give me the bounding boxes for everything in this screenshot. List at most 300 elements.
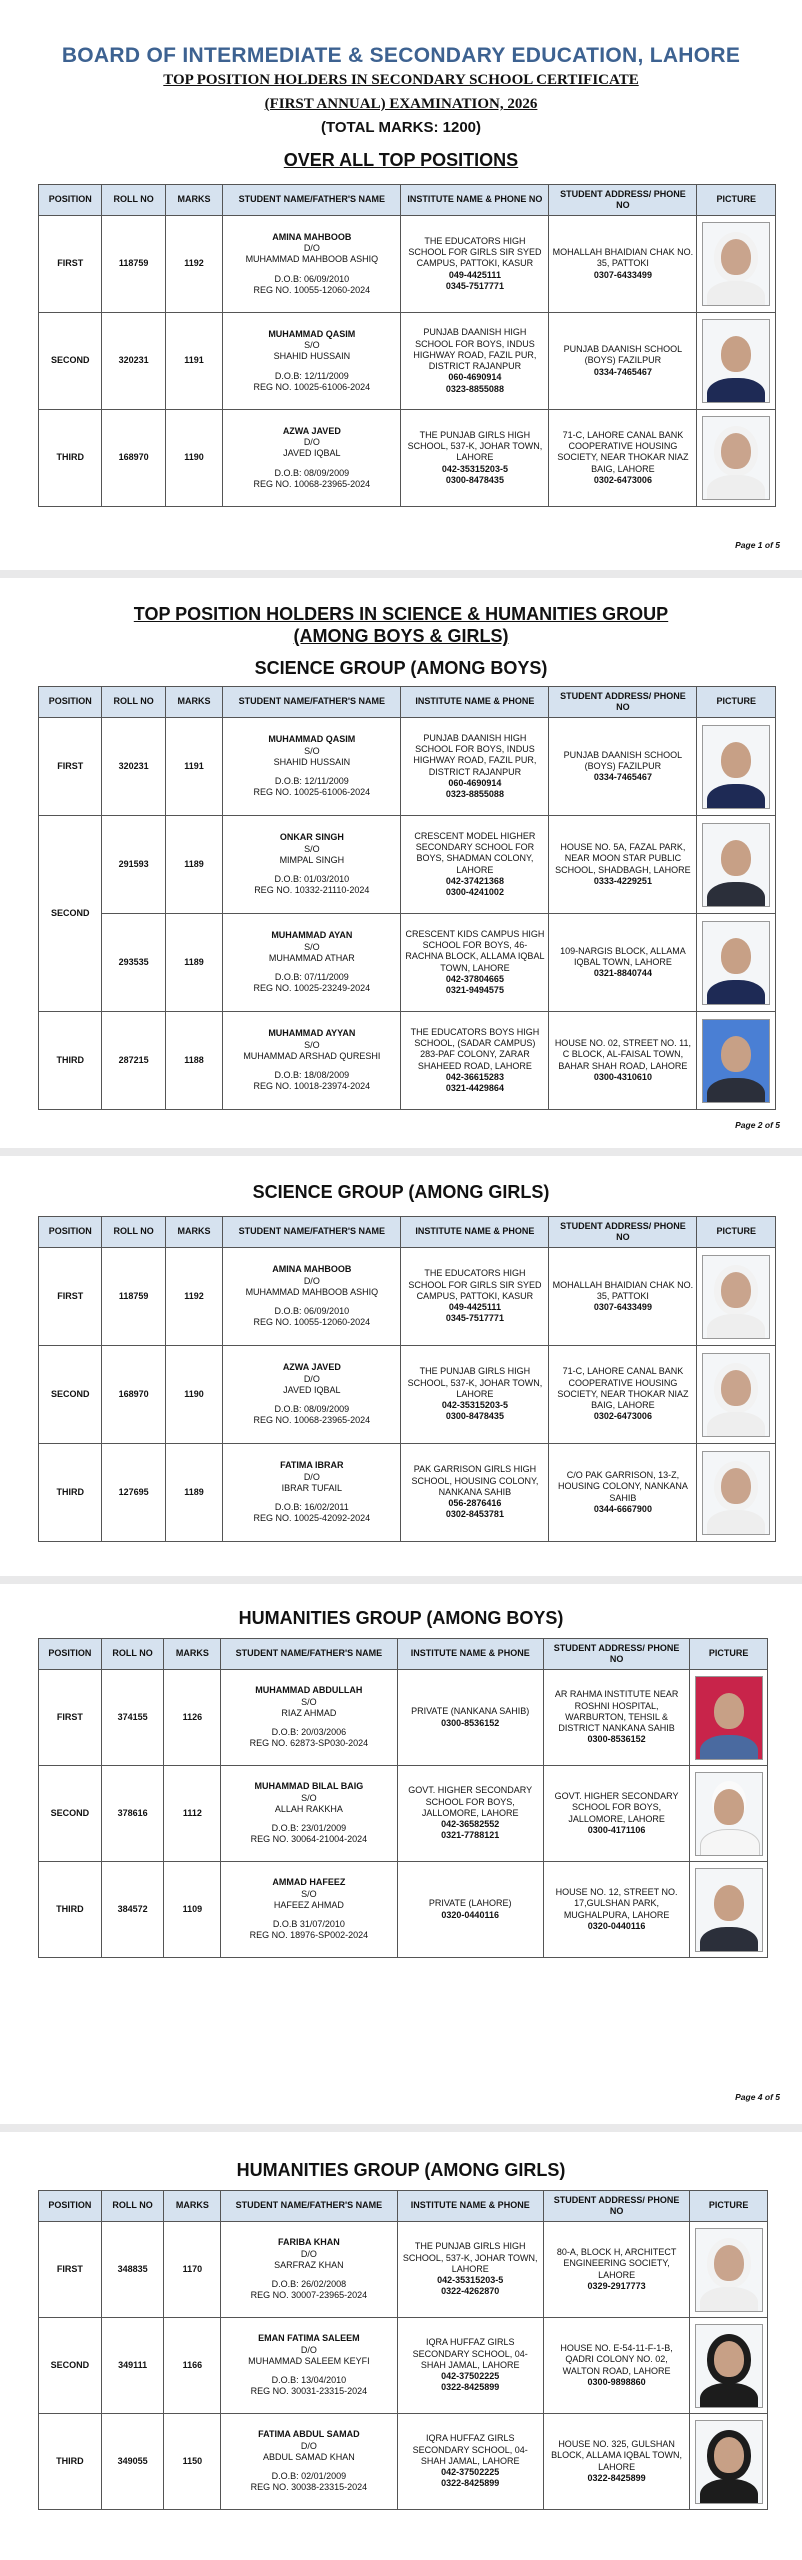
roll-header: ROLL NO: [101, 1639, 164, 1670]
table-row: [39, 1670, 768, 1766]
address-header: STUDENT ADDRESS/ PHONE NO: [549, 687, 697, 718]
position-cell: THIRD: [39, 1444, 102, 1542]
institute-phone: 0300-8536152: [441, 1717, 500, 1728]
roll-header: ROLL NO: [102, 185, 165, 216]
page-2: [0, 578, 802, 1148]
relation: S/O: [304, 340, 320, 351]
photo-head: [721, 840, 751, 876]
institute-name: THE EDUCATORS HIGH SCHOOL FOR GIRLS SIR SYED CAMPUS, PATTOKI, KASUR: [408, 235, 542, 269]
table-row: [39, 718, 776, 816]
date-of-birth: D.O.B: 08/09/2009: [274, 467, 350, 478]
photo-head: [721, 1468, 751, 1504]
student-phone: 0302-6473006: [593, 474, 652, 485]
position-cell: FIRST: [39, 718, 102, 816]
position-cell: FIRST: [39, 1248, 102, 1346]
student-address: PUNJAB DAANISH SCHOOL (BOYS) FAZILPUR: [563, 344, 683, 366]
student-address: 109-NARGIS BLOCK, ALLAMA IQBAL TOWN, LAHORE: [560, 945, 686, 967]
institute-cell: [401, 1012, 549, 1110]
roll-number: 320231: [102, 718, 165, 816]
address-header: STUDENT ADDRESS/ PHONE NO: [549, 1217, 697, 1248]
institute-cell: [397, 2414, 543, 2510]
student-address: 80-A, BLOCK H, ARCHITECT ENGINEERING SOCIETY, LAHORE: [556, 2247, 677, 2280]
roll-number: 349111: [101, 2318, 164, 2414]
table-row: [39, 410, 776, 507]
results-table: [38, 686, 776, 1110]
student-photo: [695, 1868, 763, 1952]
name-header: STUDENT NAME/FATHER'S NAME: [223, 687, 401, 718]
picture-cell: [697, 1248, 776, 1346]
student-photo: [695, 2420, 763, 2504]
photo-head: [714, 1885, 744, 1921]
institute-phone: 042-37502225: [441, 2467, 500, 2478]
student-photo: [702, 1353, 770, 1437]
institute-name: GOVT. HIGHER SECONDARY SCHOOL FOR BOYS, JALLOMORE, LAHORE: [408, 1785, 533, 1818]
date-of-birth: D.O.B: 12/11/2009: [274, 370, 349, 381]
institute-header: INSTITUTE NAME & PHONE: [401, 1217, 549, 1248]
page-5: [0, 2132, 802, 2560]
student-cell: [221, 2318, 397, 2414]
date-of-birth: D.O.B: 16/02/2011: [274, 1502, 349, 1513]
spacer: [226, 866, 397, 874]
section-heading: HUMANITIES GROUP (AMONG BOYS): [238, 1608, 564, 1628]
student-cell: [221, 1766, 397, 1862]
photo-body: [707, 1510, 765, 1535]
marks-header: MARKS: [164, 1639, 221, 1670]
father-name: SHAHID HUSSAIN: [273, 351, 351, 362]
photo-body: [700, 1927, 758, 1952]
position-cell: SECOND: [39, 816, 102, 1012]
photo-body: [707, 1078, 765, 1103]
relation: D/O: [303, 1373, 320, 1384]
picture-cell: [690, 1766, 768, 1862]
picture-cell: [697, 313, 776, 410]
registration-number: REG NO. 30038-23315-2024: [250, 2482, 368, 2493]
roll-header: ROLL NO: [102, 687, 165, 718]
relation: D/O: [303, 1275, 320, 1286]
roll-header: ROLL NO: [102, 1217, 165, 1248]
student-phone: 0300-9898860: [587, 2376, 646, 2387]
table-header-row: [39, 185, 776, 216]
father-name: SARFRAZ KHAN: [274, 2259, 344, 2270]
student-cell: [221, 1862, 397, 1958]
institute-cell: [401, 410, 549, 507]
spacer: [226, 266, 397, 274]
table-header-row: [39, 2191, 768, 2222]
student-name: AMMAD HAFEEZ: [272, 1877, 346, 1888]
student-name: AMINA MAHBOOB: [272, 1264, 352, 1275]
photo-body: [700, 1735, 758, 1760]
results-table: [38, 184, 776, 507]
relation: S/O: [301, 1888, 317, 1899]
roll-number: 378616: [101, 1766, 164, 1862]
spacer: [224, 2271, 393, 2279]
spacer: [226, 1062, 397, 1070]
student-photo: [702, 1451, 770, 1535]
table-row: [39, 1862, 768, 1958]
student-name: FARIBA KHAN: [278, 2237, 340, 2248]
institute-phone: 060-4690914: [448, 372, 502, 383]
student-address: HOUSE NO. 5A, FAZAL PARK, NEAR MOON STAR PUBLIC SCHOOL, SHADBAGH, LAHORE: [555, 842, 691, 875]
photo-head: [714, 2437, 744, 2473]
father-name: ALLAH RAKKHA: [274, 1803, 343, 1814]
relation: D/O: [300, 2248, 317, 2259]
picture-cell: [690, 2222, 768, 2318]
institute-phone: 042-37804665: [445, 973, 504, 984]
relation: S/O: [304, 941, 320, 952]
student-photo: [702, 921, 770, 1005]
roll-number: 287215: [102, 1012, 165, 1110]
total-marks: (TOTAL MARKS: 1200): [320, 119, 482, 136]
photo-body: [700, 2383, 758, 2408]
student-cell: [223, 914, 401, 1012]
position-cell: THIRD: [39, 2414, 102, 2510]
student-name: FATIMA IBRAR: [280, 1460, 344, 1471]
spacer: [224, 1911, 393, 1919]
student-cell: [223, 313, 401, 410]
address-cell: [549, 1012, 697, 1110]
institute-mobile: 0345-7517771: [445, 280, 504, 291]
address-cell: [549, 718, 697, 816]
student-address: HOUSE NO. 02, STREET NO. 11, C BLOCK, AL-FAISAL TOWN, BAHAR SHAH ROAD, LAHORE: [554, 1038, 692, 1071]
registration-number: REG NO. 10025-61006-2024: [253, 787, 371, 798]
name-header: STUDENT NAME/FATHER'S NAME: [223, 1217, 401, 1248]
father-name: IBRAR TUFAIL: [281, 1482, 342, 1493]
father-name: RIAZ AHMAD: [281, 1707, 337, 1718]
name-header: STUDENT NAME/FATHER'S NAME: [223, 185, 401, 216]
date-of-birth: D.O.B 31/07/2010: [272, 1919, 345, 1930]
board-title: BOARD OF INTERMEDIATE & SECONDARY EDUCATION, LAHORE: [61, 44, 741, 67]
relation: S/O: [301, 1792, 317, 1803]
address-cell: [543, 2414, 689, 2510]
student-address: HOUSE NO. 325, GULSHAN BLOCK, ALLAMA IQBAL TOWN, LAHORE: [551, 2439, 683, 2472]
photo-body: [707, 882, 765, 907]
position-header: POSITION: [39, 185, 102, 216]
father-name: MUHAMMAD MAHBOOB ASHIQ: [245, 1286, 379, 1297]
date-of-birth: D.O.B: 06/09/2010: [274, 273, 350, 284]
picture-cell: [690, 2318, 768, 2414]
report-title: TOP POSITION HOLDERS IN SECONDARY SCHOOL CERTIFICATE: [163, 72, 639, 88]
institute-mobile: 0321-9494575: [445, 985, 504, 995]
picture-cell: [697, 1012, 776, 1110]
institute-mobile: 0321-7788121: [441, 1830, 500, 1841]
roll-number: 348835: [101, 2222, 164, 2318]
photo-body: [707, 378, 765, 403]
student-cell: [221, 2414, 397, 2510]
registration-number: REG NO. 10025-61006-2024: [253, 381, 371, 392]
photo-body: [707, 1412, 765, 1437]
spacer: [226, 1494, 397, 1502]
institute-name: PUNJAB DAANISH HIGH SCHOOL FOR BOYS, INDUS HIGHWAY ROAD, FAZIL PUR, DISTRICT RAJANPUR: [413, 327, 537, 371]
spacer: [224, 2463, 393, 2471]
institute-phone: 042-35315203-5: [441, 463, 508, 474]
address-header: STUDENT ADDRESS/ PHONE NO: [549, 185, 697, 216]
marks-cell: 1150: [164, 2414, 221, 2510]
photo-head: [721, 433, 751, 469]
table-row: [39, 1248, 776, 1346]
student-name: MUHAMMAD QASIM: [268, 734, 356, 745]
relation: S/O: [304, 1039, 320, 1050]
roll-header: ROLL NO: [101, 2191, 164, 2222]
position-cell: THIRD: [39, 410, 102, 507]
roll-number: 349055: [101, 2414, 164, 2510]
father-name: MUHAMMAD SALEEM KEYFI: [248, 2355, 370, 2366]
spacer: [226, 768, 397, 776]
father-name: MUHAMMAD ARSHAD QURESHI: [243, 1050, 381, 1061]
registration-number: REG NO. 10055-12060-2024: [253, 284, 371, 295]
page-number: Page 1 of 5: [735, 540, 780, 550]
student-cell: [223, 1248, 401, 1346]
table-row: [39, 1012, 776, 1110]
address-cell: [549, 816, 697, 914]
institute-phone: 049-4425111: [448, 269, 501, 280]
address-header: STUDENT ADDRESS/ PHONE NO: [543, 1639, 689, 1670]
institute-mobile: 0300-8478435: [445, 1411, 504, 1422]
relation: D/O: [300, 2440, 317, 2451]
photo-head: [721, 1036, 751, 1072]
roll-number: 291593: [102, 816, 165, 914]
table-row: [39, 1766, 768, 1862]
spacer: [226, 964, 397, 972]
picture-cell: [697, 816, 776, 914]
institute-name: THE PUNJAB GIRLS HIGH SCHOOL, 537-K, JOHAR TOWN, LAHORE: [407, 429, 543, 463]
photo-body: [707, 475, 765, 500]
father-name: JAVED IQBAL: [283, 448, 341, 459]
table-row: [39, 313, 776, 410]
student-cell: [221, 1670, 397, 1766]
spacer: [224, 2367, 393, 2375]
student-name: MUHAMMAD AYYAN: [268, 1028, 356, 1039]
institute-cell: [401, 1248, 549, 1346]
student-photo: [695, 2228, 763, 2312]
institute-cell: [397, 2222, 543, 2318]
table-header-row: [39, 1639, 768, 1670]
institute-name: IQRA HUFFAZ GIRLS SECONDARY SCHOOL, 04-SHAH JAMAL, LAHORE: [412, 2337, 528, 2370]
name-header: STUDENT NAME/FATHER'S NAME: [221, 2191, 397, 2222]
position-cell: FIRST: [39, 216, 102, 313]
father-name: SHAHID HUSSAIN: [273, 756, 351, 767]
student-phone: 0302-6473006: [593, 1411, 652, 1422]
institute-name: THE EDUCATORS BOYS HIGH SCHOOL, (SADAR CAMPUS) 283-PAF COLONY, ZARAR SHAHEED ROAD, LAHORE: [410, 1026, 540, 1071]
father-name: MIMPAL SINGH: [279, 854, 345, 865]
exam-title: (FIRST ANNUAL) EXAMINATION, 2026: [264, 96, 538, 112]
group-subheading: (AMONG BOYS & GIRLS): [293, 626, 509, 646]
institute-name: IQRA HUFFAZ GIRLS SECONDARY SCHOOL, 04-SHAH JAMAL, LAHORE: [412, 2433, 528, 2466]
institute-name: PAK GARRISON GIRLS HIGH SCHOOL, HOUSING COLONY, NANKANA SAHIB: [411, 1464, 539, 1497]
student-cell: [223, 216, 401, 313]
position-cell: THIRD: [39, 1862, 102, 1958]
photo-head: [721, 336, 751, 372]
page-number: Page 2 of 5: [735, 1120, 780, 1130]
student-cell: [221, 2222, 397, 2318]
student-phone: 0344-6667900: [593, 1503, 652, 1514]
student-phone: 0321-8840744: [593, 968, 652, 979]
institute-phone: 060-4690914: [448, 777, 502, 788]
student-address: HOUSE NO. 12, STREET NO. 17,GULSHAN PARK, MUGHALPURA, LAHORE: [555, 1887, 678, 1920]
table-header-row: [39, 687, 776, 718]
marks-header: MARKS: [165, 1217, 222, 1248]
roll-number: 384572: [101, 1862, 164, 1958]
table-row: [39, 1444, 776, 1542]
student-name: AZWA JAVED: [282, 425, 341, 436]
section-heading: SCIENCE GROUP (AMONG BOYS): [254, 658, 548, 678]
address-header: STUDENT ADDRESS/ PHONE NO: [543, 2191, 689, 2222]
picture-cell: [690, 1670, 768, 1766]
marks-cell: 1189: [165, 816, 222, 914]
institute-header: INSTITUTE NAME & PHONE: [397, 2191, 543, 2222]
photo-head: [721, 938, 751, 974]
marks-cell: 1192: [165, 216, 222, 313]
institute-name: THE EDUCATORS HIGH SCHOOL FOR GIRLS SIR SYED CAMPUS, PATTOKI, KASUR: [408, 1268, 542, 1301]
picture-cell: [697, 216, 776, 313]
student-address: 71-C, LAHORE CANAL BANK COOPERATIVE HOUSING SOCIETY, NEAR THOKAR NIAZ BAIG, LAHORE: [557, 1366, 689, 1411]
marks-cell: 1166: [164, 2318, 221, 2414]
father-name: MUHAMMAD MAHBOOB ASHIQ: [245, 254, 379, 265]
position-cell: SECOND: [39, 1766, 102, 1862]
institute-header: INSTITUTE NAME & PHONE: [401, 687, 549, 718]
institute-phone: 0320-0440116: [441, 1909, 499, 1920]
student-photo: [702, 319, 770, 403]
registration-number: REG NO. 10055-12060-2024: [253, 1317, 371, 1328]
relation: S/O: [301, 1696, 317, 1707]
relation: D/O: [300, 2344, 317, 2355]
table-row: [39, 2414, 768, 2510]
registration-number: REG NO. 10025-23249-2024: [253, 983, 371, 994]
position-header: POSITION: [39, 687, 102, 718]
institute-cell: [401, 1444, 549, 1542]
date-of-birth: D.O.B: 12/11/2009: [274, 776, 349, 787]
registration-number: REG NO. 10025-42092-2024: [253, 1513, 371, 1524]
address-cell: [549, 914, 697, 1012]
institute-phone: 049-4425111: [448, 1302, 501, 1313]
student-photo: [702, 823, 770, 907]
student-name: AMINA MAHBOOB: [272, 231, 352, 242]
marks-cell: 1191: [165, 718, 222, 816]
page-number: Page 4 of 5: [735, 2092, 780, 2102]
marks-header: MARKS: [165, 687, 222, 718]
student-photo: [702, 1255, 770, 1339]
institute-phone: 042-36615283: [445, 1071, 504, 1082]
student-phone: 0307-6433499: [593, 1302, 652, 1313]
student-cell: [223, 410, 401, 507]
father-name: HAFEEZ AHMAD: [273, 1899, 344, 1910]
student-photo: [702, 1019, 770, 1103]
marks-cell: 1191: [165, 313, 222, 410]
student-phone: 0300-8536152: [587, 1734, 646, 1745]
roll-number: 320231: [102, 313, 165, 410]
position-header: POSITION: [39, 2191, 102, 2222]
date-of-birth: D.O.B: 18/08/2009: [274, 1070, 350, 1081]
picture-header: PICTURE: [697, 1217, 776, 1248]
roll-number: 168970: [102, 1346, 165, 1444]
roll-number: 127695: [102, 1444, 165, 1542]
student-phone: 0333-4229251: [593, 875, 652, 886]
student-cell: [223, 816, 401, 914]
results-table: [38, 2190, 768, 2510]
photo-head: [714, 2245, 744, 2281]
institute-name: THE PUNJAB GIRLS HIGH SCHOOL, 537-K, JOHAR TOWN, LAHORE: [402, 2241, 538, 2274]
section-heading: SCIENCE GROUP (AMONG GIRLS): [252, 1182, 550, 1202]
relation: D/O: [303, 437, 320, 448]
roll-number: 168970: [102, 410, 165, 507]
position-cell: SECOND: [39, 2318, 102, 2414]
institute-cell: [397, 1766, 543, 1862]
institute-cell: [401, 914, 549, 1012]
spacer: [226, 1396, 397, 1404]
table-row: [39, 1346, 776, 1444]
institute-cell: [397, 2318, 543, 2414]
page-1: [0, 0, 802, 570]
student-name: AZWA JAVED: [282, 1362, 341, 1373]
address-cell: [549, 216, 697, 313]
father-name: ABDUL SAMAD KHAN: [263, 2451, 355, 2462]
student-cell: [223, 1346, 401, 1444]
address-cell: [549, 1346, 697, 1444]
photo-head: [714, 1789, 744, 1825]
student-photo: [702, 222, 770, 306]
institute-phone: 042-37502225: [441, 2371, 500, 2382]
institute-mobile: 0302-8453781: [445, 1509, 504, 1520]
marks-cell: 1109: [164, 1862, 221, 1958]
table-row: [39, 2318, 768, 2414]
institute-name: PRIVATE (NANKANA SAHIB): [411, 1706, 530, 1717]
student-name: MUHAMMAD AYAN: [271, 930, 353, 941]
institute-cell: [397, 1670, 543, 1766]
picture-cell: [690, 2414, 768, 2510]
student-cell: [223, 1012, 401, 1110]
marks-cell: 1170: [164, 2222, 221, 2318]
student-name: FATIMA ABDUL SAMAD: [258, 2429, 360, 2440]
photo-head: [714, 2341, 744, 2377]
student-photo: [702, 725, 770, 809]
roll-number: 118759: [102, 1248, 165, 1346]
date-of-birth: D.O.B: 20/03/2006: [271, 1727, 347, 1738]
registration-number: REG NO. 30007-23965-2024: [250, 2290, 368, 2301]
date-of-birth: D.O.B: 07/11/2009: [274, 972, 349, 983]
date-of-birth: D.O.B: 23/01/2009: [271, 1823, 347, 1834]
marks-cell: 1190: [165, 410, 222, 507]
institute-name: CRESCENT KIDS CAMPUS HIGH SCHOOL FOR BOYS, 46-RACHNA BLOCK, ALLAMA IQBAL TOWN, LAHORE: [405, 928, 545, 973]
address-cell: [543, 1766, 689, 1862]
student-address: AR RAHMA INSTITUTE NEAR ROSHNI HOSPITAL, WARBURTON, TEHSIL & DISTRICT NANKANA SAHIB: [554, 1689, 679, 1734]
photo-head: [714, 1693, 744, 1729]
institute-mobile: 0322-8425899: [441, 2382, 500, 2393]
address-cell: [543, 1862, 689, 1958]
student-name: MUHAMMAD QASIM: [268, 328, 356, 339]
table-row: [39, 216, 776, 313]
registration-number: REG NO. 10018-23974-2024: [253, 1081, 371, 1092]
student-phone: 0300-4310610: [593, 1071, 652, 1082]
address-cell: [549, 1444, 697, 1542]
institute-mobile: 0322-4262870: [441, 2286, 500, 2297]
institute-cell: [401, 816, 549, 914]
position-cell: FIRST: [39, 1670, 102, 1766]
picture-cell: [697, 718, 776, 816]
table-row: [39, 914, 776, 1012]
date-of-birth: D.O.B: 08/09/2009: [274, 1404, 350, 1415]
student-name: ONKAR SINGH: [279, 832, 344, 843]
institute-cell: [401, 1346, 549, 1444]
photo-body: [700, 1829, 760, 1856]
institute-header: INSTITUTE NAME & PHONE NO: [401, 185, 549, 216]
registration-number: REG NO. 30031-23315-2024: [250, 2386, 368, 2397]
position-cell: THIRD: [39, 1012, 102, 1110]
student-address: 71-C, LAHORE CANAL BANK COOPERATIVE HOUSING SOCIETY, NEAR THOKAR NIAZ BAIG, LAHORE: [557, 429, 689, 474]
student-address: GOVT. HIGHER SECONDARY SCHOOL FOR BOYS, JALLOMORE, LAHORE: [554, 1791, 679, 1824]
student-name: MUHAMMAD BILAL BAIG: [254, 1781, 364, 1792]
marks-cell: 1112: [164, 1766, 221, 1862]
spacer: [226, 363, 397, 371]
student-photo: [695, 2324, 763, 2408]
